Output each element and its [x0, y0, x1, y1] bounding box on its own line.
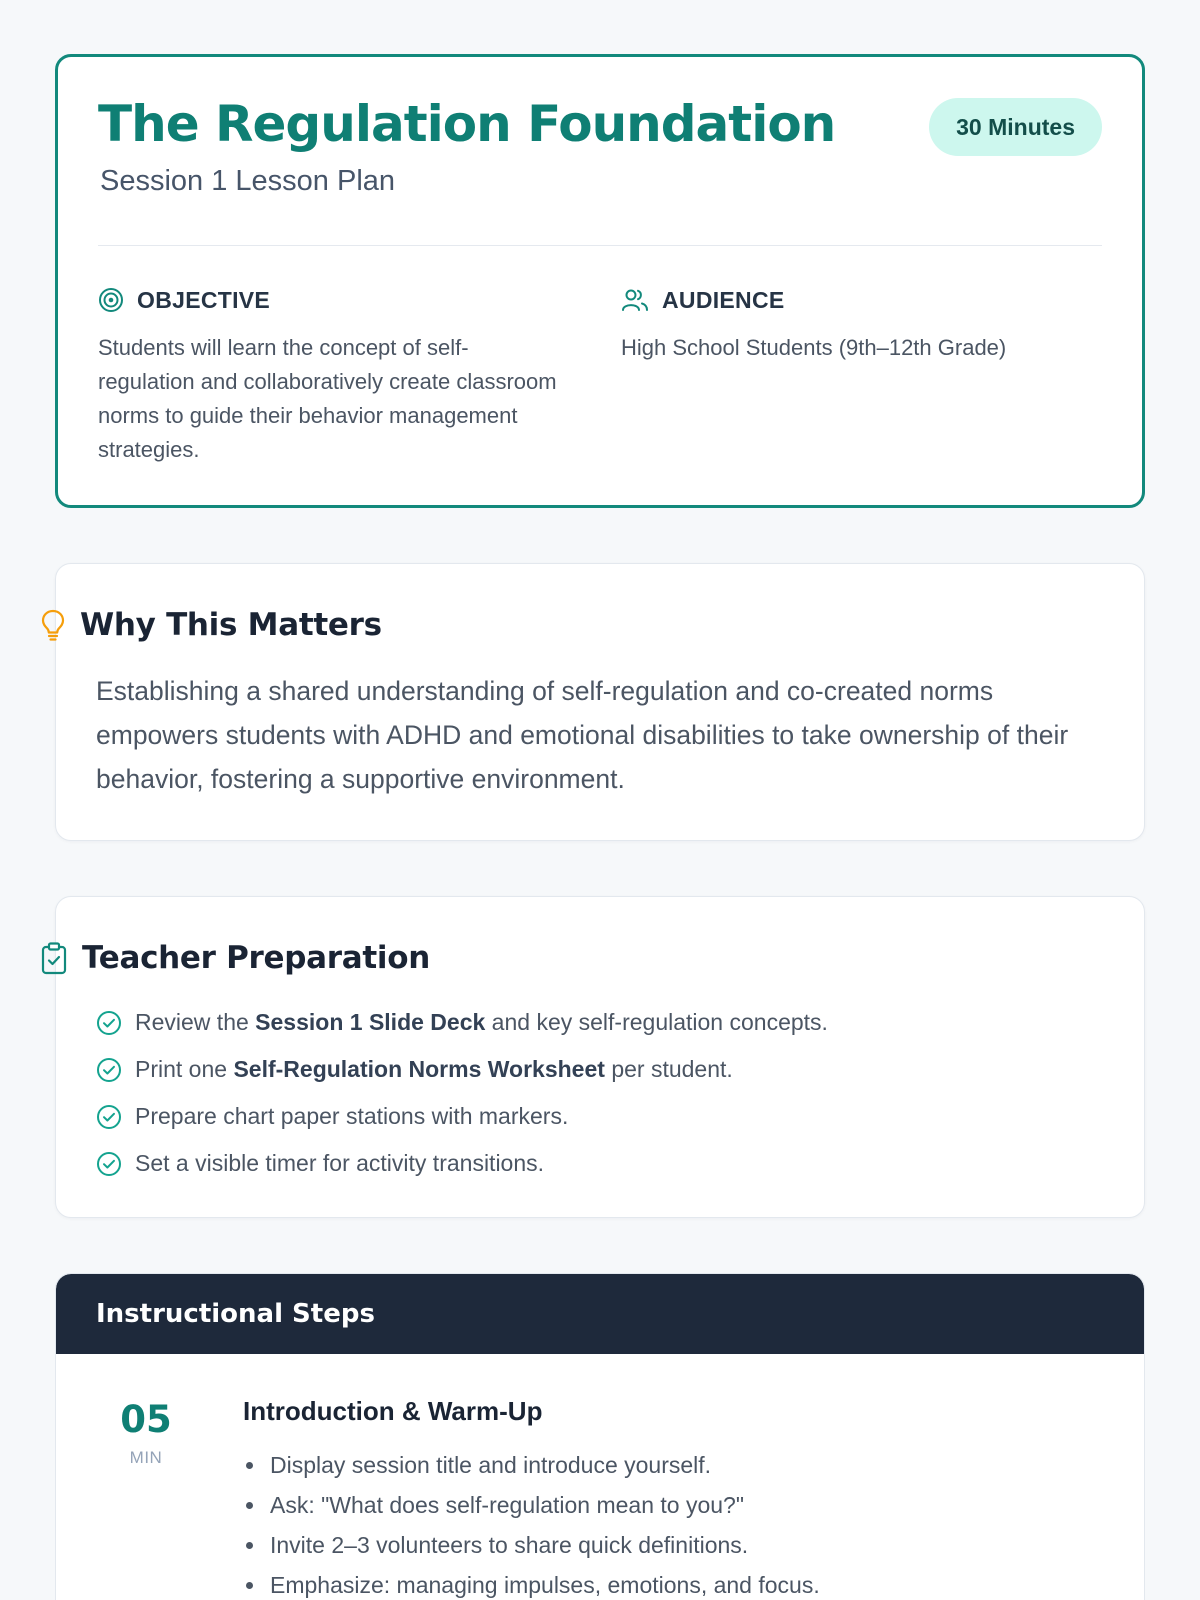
- lightbulb-icon: [40, 608, 66, 642]
- why-body-text: Establishing a shared understanding of self-regulation and co-created norms empowers students with ADHD and emotional disabilities to take ownership of their behavior, fostering a supportive environment.: [96, 676, 1069, 794]
- audience-text: High School Students (9th–12th Grade): [621, 335, 1007, 360]
- step-minutes-unit: MIN: [129, 1448, 163, 1467]
- check-circle-icon: [96, 1104, 122, 1130]
- prep-item: [96, 999, 828, 1046]
- check-circle-icon: [96, 1010, 122, 1036]
- objective-section: [98, 285, 558, 467]
- prep-item-text: Prepare chart paper stations with markers.: [135, 1103, 569, 1129]
- lesson-header-card: [55, 54, 1145, 508]
- objective-text: Students will learn the concept of self-regulation and collaboratively create classroom norms to guide their behavior management strategies.: [98, 335, 557, 462]
- check-circle-icon: [96, 1057, 122, 1083]
- step-bullet: Display session title and introduce yourself.: [243, 1445, 820, 1485]
- prep-item-text: Review the Session 1 Slide Deck and key self-regulation concepts.: [135, 1009, 828, 1035]
- instructional-steps-card: [55, 1273, 1145, 1600]
- target-icon: [98, 287, 124, 313]
- page-title: The Regulation Foundation: [98, 95, 836, 153]
- prep-item: [96, 1140, 828, 1187]
- objective-label: OBJECTIVE: [137, 286, 271, 313]
- steps-header: [56, 1274, 1144, 1354]
- check-circle-icon: [96, 1151, 122, 1177]
- page-subtitle: Session 1 Lesson Plan: [100, 165, 396, 197]
- header-divider: [98, 245, 1102, 246]
- step-bullet: Ask: "What does self-regulation mean to you?": [243, 1485, 820, 1525]
- duration-badge: 30 Minutes: [929, 98, 1102, 156]
- step-bullet: Emphasize: managing impulses, emotions, and focus.: [243, 1565, 820, 1600]
- audience-section: [621, 285, 1091, 365]
- prep-title: Teacher Preparation: [82, 940, 430, 976]
- why-title: Why This Matters: [80, 607, 382, 643]
- why-heading: [40, 607, 382, 643]
- prep-item: [96, 1093, 828, 1140]
- step-title: Introduction & Warm-Up: [243, 1396, 543, 1426]
- prep-heading: [40, 940, 430, 976]
- step-minutes: 05: [120, 1398, 172, 1441]
- prep-item: [96, 1046, 828, 1093]
- step-bullet: Invite 2–3 volunteers to share quick definitions.: [243, 1525, 820, 1565]
- prep-item-text: Set a visible timer for activity transitions.: [135, 1150, 545, 1176]
- step-bullet-list: [243, 1445, 820, 1600]
- prep-checklist: [96, 999, 828, 1187]
- prep-item-text: Print one Self-Regulation Norms Worksheet per student.: [135, 1056, 733, 1082]
- clipboard-check-icon: [40, 941, 68, 975]
- steps-title: Instructional Steps: [96, 1299, 375, 1329]
- step-duration: [106, 1400, 186, 1468]
- users-icon: [621, 287, 649, 313]
- audience-label: AUDIENCE: [662, 286, 785, 313]
